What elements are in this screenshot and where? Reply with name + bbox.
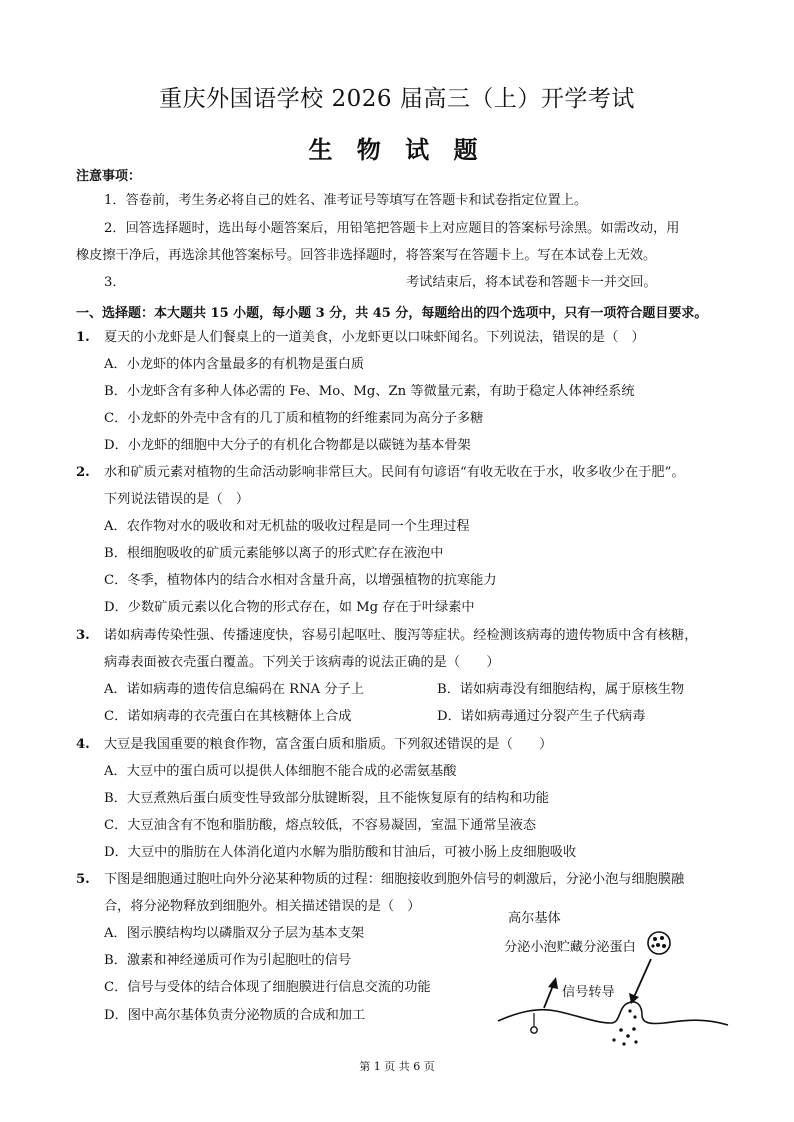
question-4-number: 4. [76, 737, 90, 752]
question-5-option-d: D．图中高尔基体负责分泌物质的合成和加工 [104, 1008, 366, 1023]
question-5-option-a: A．图示膜结构均以磷脂双分子层为基本支架 [104, 926, 365, 941]
question-2-option-d: D．少数矿质元素以化合物的形式存在，如 Mg 存在于叶绿素中 [104, 600, 475, 615]
receptor-icon [531, 1013, 537, 1033]
question-2-stem-line-2: 下列说法错误的是（ ） [104, 492, 250, 507]
question-3-stem-line-2: 病毒表面被衣壳蛋白覆盖。下列关于该病毒的说法正确的是（ ） [104, 655, 500, 670]
released-secretion-icon [612, 1009, 637, 1045]
section-heading: 一、选择题：本大题共 15 小题，每小题 3 分，共 45 分，每题给出的四个选项中，只有一项符合题目要求。 [76, 306, 708, 321]
notice-item-3-text: 考试结束后，将本试卷和答题卡一并交回。 [406, 275, 657, 290]
question-3-option-d: D．诺如病毒通过分裂产生子代病毒 [437, 709, 646, 724]
question-5-option-c: C．信号与受体的结合体现了细胞膜进行信息交流的功能 [104, 980, 431, 995]
question-1-option-a: A．小龙虾的体内含量最多的有机物是蛋白质 [104, 357, 365, 372]
golgi-label: 高尔基体 [508, 911, 561, 926]
question-1-option-c: C．小龙虾的外壳中含有的几丁质和植物的纤维素同为高分子多糖 [104, 411, 484, 426]
question-4-option-c: C．大豆油含有不饱和脂肪酸，熔点较低，不容易凝固，室温下通常呈液态 [104, 818, 537, 833]
question-3-option-a: A．诺如病毒的遗传信息编码在 RNA 分子上 [104, 682, 364, 697]
diagram-drawing [496, 903, 732, 1049]
vesicle-icon [648, 932, 670, 954]
question-5-stem-line-2: 合，将分泌物释放到细胞外。相关描述错误的是（ ） [104, 899, 421, 914]
signal-label: 信号转导 [562, 985, 615, 1000]
question-5-option-b: B．激素和神经递质可作为引起胞吐的信号 [104, 953, 352, 968]
notice-item-2-line-2: 橡皮擦干净后，再选涂其他答案标号。回答非选择题时，将答案写在答题卡上。写在本试卷上无效。 [76, 248, 657, 263]
question-2-number: 2. [76, 465, 90, 480]
vesicle-label: 分泌小泡贮藏分泌蛋白 [504, 940, 636, 955]
question-4-stem: 大豆是我国重要的粮食作物，富含蛋白质和脂质。下列叙述错误的是（ ） [104, 737, 553, 752]
question-2-option-b: B．根细胞吸收的矿质元素能够以离子的形式贮存在液泡中 [104, 546, 444, 561]
exocytosis-diagram [496, 903, 732, 1049]
fusion-arrow-icon [629, 959, 651, 1004]
question-1-option-d: D．小龙虾的细胞中大分子的有机化合物都是以碳链为基本骨架 [104, 438, 471, 453]
question-4-option-a: A．大豆中的蛋白质可以提供人体细胞不能合成的必需氨基酸 [104, 764, 457, 779]
question-3-option-b: B．诺如病毒没有细胞结构，属于原核生物 [437, 682, 685, 697]
question-5-stem-line-1: 下图是细胞通过胞吐向外分泌某种物质的过程：细胞接收到胞外信号的刺激后，分泌小泡与细胞膜融 [104, 872, 685, 887]
cell-membrane-icon [498, 1002, 728, 1025]
question-1-stem: 夏天的小龙虾是人们餐桌上的一道美食，小龙虾更以口味虾闻名。下列说法，错误的是（ ） [104, 330, 645, 345]
notice-item-3-number: 3． [104, 275, 126, 290]
question-1-number: 1. [76, 330, 90, 345]
notice-item-1: 1．答卷前，考生务必将自己的姓名、准考证号等填写在答题卡和试卷指定位置上。 [104, 193, 588, 208]
question-3-number: 3. [76, 628, 90, 643]
question-1-option-b: B．小龙虾含有多种人体必需的 Fe、Mo、Mg、Zn 等微量元素，有助于稳定人体神经系统 [104, 384, 635, 399]
question-2-option-a: A．农作物对水的吸收和对无机盐的吸收过程是同一个生理过程 [104, 519, 470, 534]
question-3-stem-line-1: 诺如病毒传染性强、传播速度快，容易引起呕吐、腹泻等症状。经检测该病毒的遗传物质中含有核糖， [104, 628, 698, 643]
notice-item-2-line-1: 2．回答选择题时，选出每小题答案后，用铅笔把答题卡上对应题目的答案标号涂黑。如需改动，用 [104, 221, 680, 236]
notice-heading: 注意事项： [76, 169, 142, 184]
subject-title: 生 物 试 题 [308, 135, 486, 164]
question-2-stem-line-1: 水和矿质元素对植物的生命活动影响非常巨大。民间有句谚语“有收无收在于水，收多收少在于肥”。 [104, 465, 685, 480]
page-number: 第 1 页 共 6 页 [359, 1060, 435, 1073]
question-2-option-c: C．冬季，植物体内的结合水相对含量升高，以增强植物的抗寒能力 [104, 573, 497, 588]
question-5-number: 5. [76, 872, 90, 887]
signal-arrow-icon [544, 977, 558, 1008]
question-4-option-d: D．大豆中的脂肪在人体消化道内水解为脂肪酸和甘油后，可被小肠上皮细胞吸收 [104, 845, 577, 860]
question-3-option-c: C．诺如病毒的衣壳蛋白在其核糖体上合成 [104, 709, 352, 724]
question-4-option-b: B．大豆煮熟后蛋白质变性导致部分肽键断裂，且不能恢复原有的结构和功能 [104, 791, 549, 806]
exam-title: 重庆外国语学校 2026 届高三（上）开学考试 [159, 86, 635, 112]
